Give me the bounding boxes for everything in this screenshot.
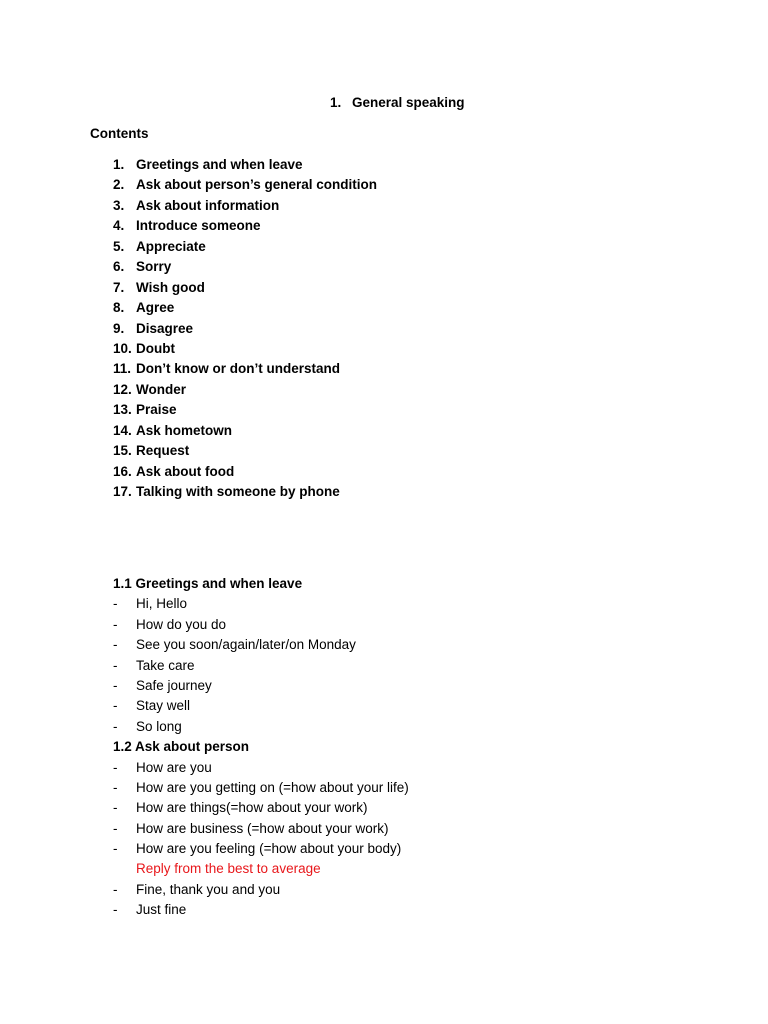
bullet-dash: - bbox=[113, 759, 118, 775]
list-item bbox=[113, 881, 409, 901]
bullet-dash: - bbox=[113, 596, 118, 612]
page-title bbox=[330, 94, 465, 112]
ask-about-person-list bbox=[113, 759, 409, 861]
toc-item-label: Request bbox=[136, 443, 190, 459]
list-item-text: How are you getting on (=how about your life) bbox=[136, 779, 409, 795]
toc-item-label: Agree bbox=[136, 300, 175, 316]
toc-item-label: Talking with someone by phone bbox=[136, 484, 340, 499]
list-item-text: See you soon/again/later/on Monday bbox=[136, 637, 356, 653]
toc-item bbox=[113, 463, 377, 483]
list-item bbox=[113, 901, 409, 921]
toc-item-number: 11. bbox=[113, 361, 132, 377]
list-item-text: So long bbox=[136, 718, 182, 734]
toc-item-number: 17. bbox=[113, 484, 132, 499]
toc-item-number: 8. bbox=[113, 300, 125, 316]
toc-item bbox=[113, 483, 377, 503]
toc-item-label: Ask about person’s general condition bbox=[136, 177, 378, 193]
greetings-list bbox=[113, 595, 409, 738]
bullet-dash: - bbox=[113, 718, 118, 734]
toc-item bbox=[113, 381, 377, 401]
toc-item bbox=[113, 401, 377, 421]
list-item-text: How are things(=how about your work) bbox=[136, 800, 368, 816]
bullet-dash: - bbox=[113, 616, 118, 632]
list-item bbox=[113, 779, 409, 799]
list-item bbox=[113, 595, 409, 615]
bullet-dash: - bbox=[113, 881, 118, 897]
toc-item-label: Praise bbox=[136, 402, 177, 418]
toc-item bbox=[113, 238, 377, 258]
toc-item-number: 13. bbox=[113, 402, 132, 418]
toc-item bbox=[113, 258, 377, 278]
toc-item-label: Greetings and when leave bbox=[136, 157, 303, 172]
toc-item-number: 14. bbox=[113, 422, 132, 438]
section-heading: 1.1 Greetings and when leave bbox=[113, 576, 303, 591]
toc-item-number: 10. bbox=[113, 340, 132, 356]
section-heading: 1.2 Ask about person bbox=[113, 739, 250, 755]
toc-item bbox=[113, 422, 377, 442]
list-item bbox=[113, 657, 409, 677]
toc-item-number: 2. bbox=[113, 177, 125, 193]
toc-item-number: 12. bbox=[113, 381, 132, 397]
toc-item bbox=[113, 197, 377, 217]
list-item bbox=[113, 799, 409, 819]
list-item-text: How are you bbox=[136, 759, 212, 775]
bullet-dash: - bbox=[113, 820, 118, 836]
list-item bbox=[113, 697, 409, 717]
contents-heading: Contents bbox=[90, 126, 149, 141]
list-item-text: Stay well bbox=[136, 698, 191, 714]
title-text: General speaking bbox=[352, 95, 465, 110]
toc-item-label: Disagree bbox=[136, 320, 194, 336]
toc-item-label: Ask about information bbox=[136, 197, 280, 213]
list-item-text: Take care bbox=[136, 657, 195, 673]
toc-item-label: Ask hometown bbox=[136, 422, 233, 438]
toc-item bbox=[113, 340, 377, 360]
toc-item bbox=[113, 176, 377, 196]
list-item bbox=[113, 840, 409, 860]
bullet-dash: - bbox=[113, 677, 118, 693]
toc-item bbox=[113, 279, 377, 299]
bullet-dash: - bbox=[113, 779, 118, 795]
toc-item-label: Wish good bbox=[136, 279, 205, 295]
toc-item-number: 9. bbox=[113, 320, 125, 336]
list-item-text: How are business (=how about your work) bbox=[136, 820, 389, 836]
reply-list bbox=[113, 881, 409, 922]
toc-item-label: Sorry bbox=[136, 259, 172, 275]
toc-item-number: 5. bbox=[113, 238, 125, 254]
toc-item bbox=[113, 320, 377, 340]
toc-item bbox=[113, 299, 377, 319]
table-of-contents bbox=[113, 156, 377, 503]
toc-item-label: Doubt bbox=[136, 340, 175, 356]
bullet-dash: - bbox=[113, 902, 118, 918]
list-item-text: Safe journey bbox=[136, 677, 212, 693]
list-item bbox=[113, 718, 409, 738]
toc-item-number: 3. bbox=[113, 197, 125, 213]
toc-item-number: 16. bbox=[113, 463, 132, 479]
bullet-dash: - bbox=[113, 698, 118, 714]
toc-item bbox=[113, 442, 377, 462]
toc-item-number: 7. bbox=[113, 279, 125, 295]
reply-note: Reply from the best to average bbox=[136, 861, 321, 877]
toc-item-number: 15. bbox=[113, 443, 132, 459]
list-item bbox=[113, 616, 409, 636]
toc-item-number: 1. bbox=[113, 157, 125, 172]
bullet-dash: - bbox=[113, 637, 118, 653]
list-item bbox=[113, 820, 409, 840]
list-item bbox=[113, 636, 409, 656]
toc-item-label: Ask about food bbox=[136, 463, 235, 479]
list-item-text: Just fine bbox=[136, 902, 187, 918]
title-number: 1. bbox=[330, 95, 342, 110]
toc-item bbox=[113, 156, 377, 176]
bullet-dash: - bbox=[113, 657, 118, 673]
list-item bbox=[113, 677, 409, 697]
list-item-text: Hi, Hello bbox=[136, 596, 188, 612]
section-greetings bbox=[113, 575, 409, 922]
list-item-text: Fine, thank you and you bbox=[136, 881, 281, 897]
toc-item bbox=[113, 360, 377, 380]
toc-item-label: Don’t know or don’t understand bbox=[136, 361, 340, 377]
list-item-text: How do you do bbox=[136, 616, 227, 632]
toc-item-number: 4. bbox=[113, 218, 125, 234]
list-item bbox=[113, 759, 409, 779]
toc-item-label: Wonder bbox=[136, 381, 186, 397]
toc-item-number: 6. bbox=[113, 259, 125, 275]
toc-item-label: Introduce someone bbox=[136, 218, 261, 234]
bullet-dash: - bbox=[113, 841, 118, 857]
list-item-text: How are you feeling (=how about your body) bbox=[136, 841, 402, 857]
toc-item bbox=[113, 217, 377, 237]
bullet-dash: - bbox=[113, 800, 118, 816]
toc-item-label: Appreciate bbox=[136, 238, 206, 254]
